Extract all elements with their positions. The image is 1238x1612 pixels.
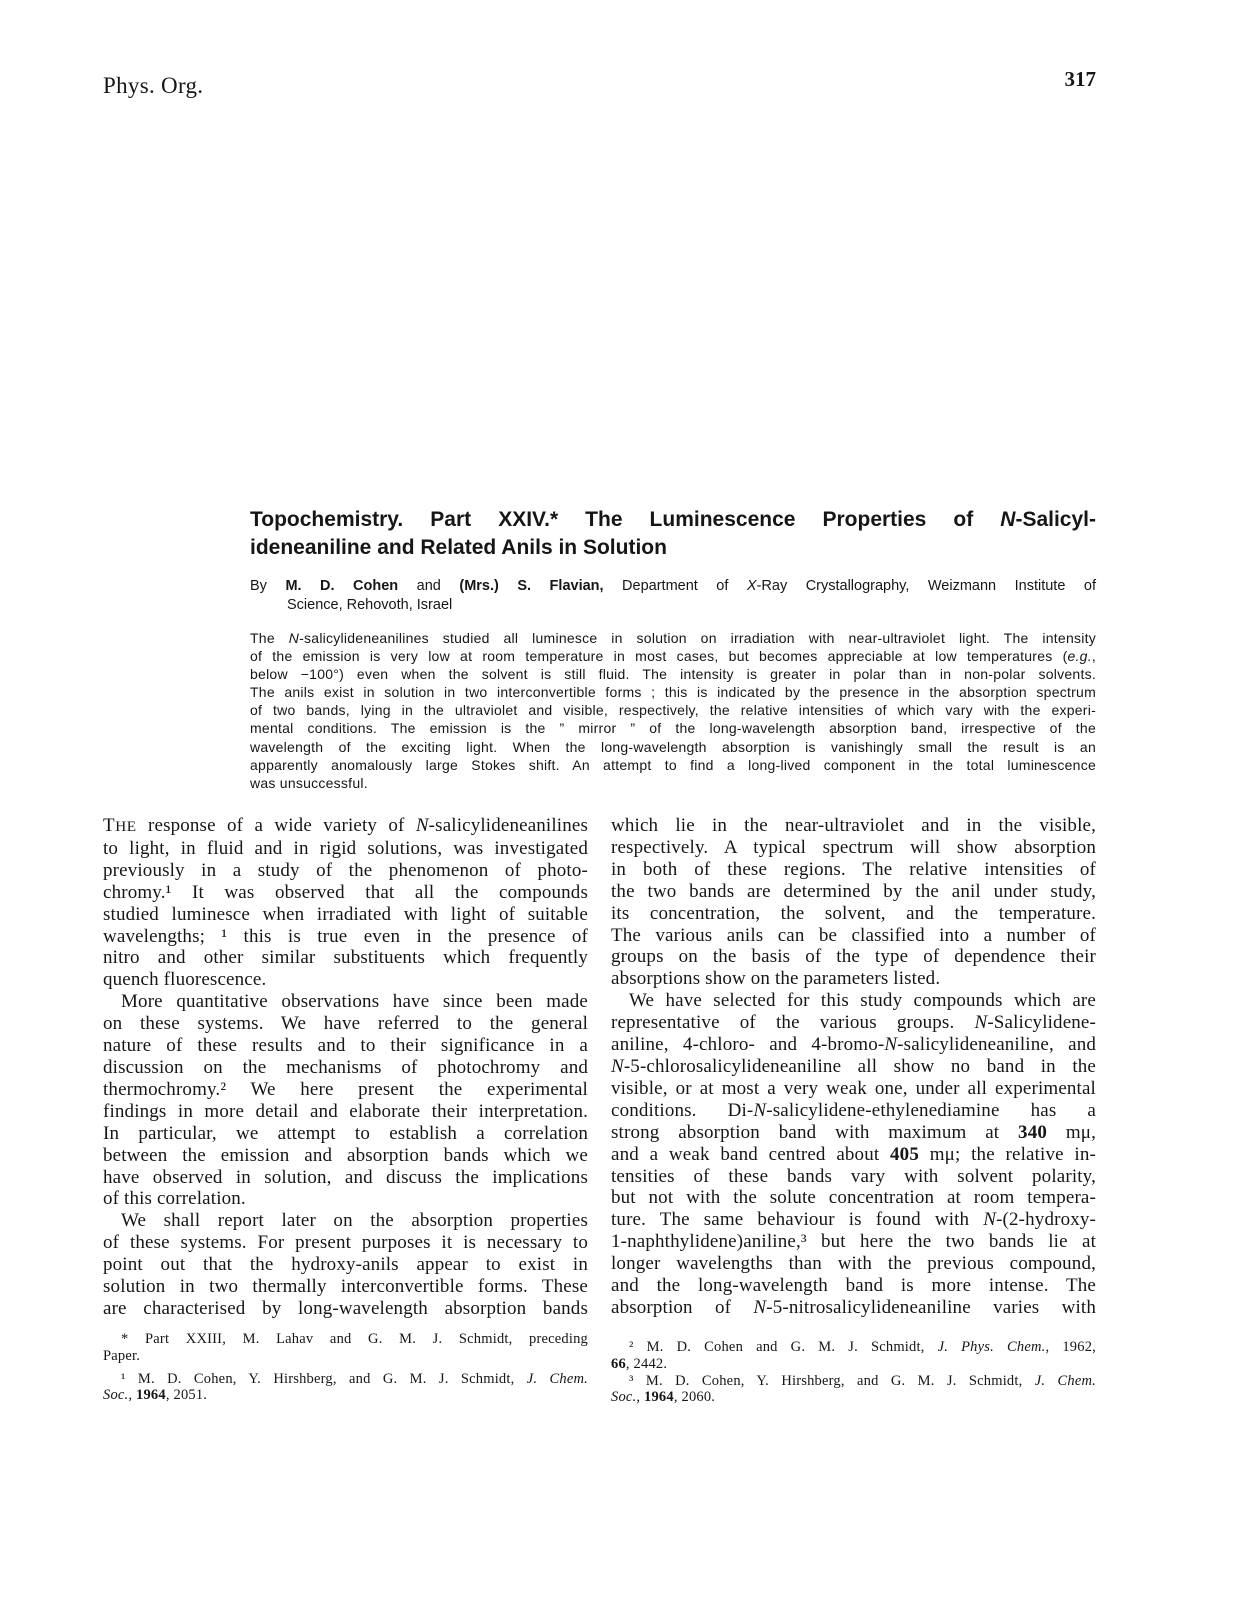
text-run: ture. The same behaviour is found with xyxy=(611,1209,984,1231)
italic-run: J. Phys. Chem. xyxy=(937,1339,1046,1355)
text-line xyxy=(250,665,1096,683)
italic-run: X xyxy=(746,578,757,594)
text-run: thermochromy.² We here present the experimental xyxy=(103,1078,588,1100)
text-run: quench fluorescence. xyxy=(103,969,267,991)
italic-run: N xyxy=(1000,508,1016,531)
text-line xyxy=(103,838,588,860)
bold-run: M. D. Cohen xyxy=(285,578,399,594)
text-run: ² M. D. Cohen and G. M. J. Schmidt, xyxy=(629,1339,938,1355)
text-line xyxy=(250,629,1096,647)
abstract-paragraph xyxy=(250,629,1096,792)
text-line xyxy=(611,837,1096,859)
text-run: previously in a study of the phenomenon of photo- xyxy=(103,859,588,881)
text-line xyxy=(103,904,588,926)
text-line xyxy=(103,1254,588,1276)
text-run: aniline, 4-chloro- and 4-bromo- xyxy=(611,1034,885,1056)
text-line xyxy=(103,1101,588,1123)
italic-run: N xyxy=(974,1012,988,1034)
text-line xyxy=(611,859,1096,881)
text-line xyxy=(611,1209,1096,1231)
italic-run: Soc. xyxy=(103,1387,129,1404)
text-run: mμ; the relative in- xyxy=(918,1143,1096,1165)
footnote xyxy=(103,1371,588,1405)
text-run: -(2-hydroxy- xyxy=(996,1209,1096,1231)
text-line xyxy=(103,1298,588,1320)
text-line xyxy=(103,1188,588,1210)
text-line xyxy=(611,1122,1096,1144)
text-line xyxy=(103,1210,588,1232)
text-run: conditions. Di- xyxy=(611,1099,754,1121)
text-line xyxy=(611,1339,1096,1356)
text-line xyxy=(611,1356,1096,1373)
text-line xyxy=(103,1232,588,1254)
text-line xyxy=(103,860,588,882)
bold-run: 405 xyxy=(890,1143,919,1165)
text-line xyxy=(103,991,588,1013)
text-line xyxy=(250,738,1096,756)
text-run: of these systems. For present purposes it is necessary to xyxy=(103,1232,588,1254)
text-line xyxy=(250,506,1096,534)
text-line xyxy=(611,1056,1096,1078)
text-run: have observed in solution, and discuss the implications xyxy=(103,1166,588,1188)
text-run: and the long-wavelength band is more intense. The xyxy=(611,1275,1096,1297)
bold-run: 66 xyxy=(611,1355,626,1372)
text-run: 1-naphthylidene)aniline,³ but here the two bands lie at xyxy=(611,1231,1096,1253)
text-run: * Part XXIII, M. Lahav and G. M. J. Schmidt, preceding xyxy=(121,1331,588,1347)
text-run: studied luminesce when irradiated with light of suitable xyxy=(103,903,588,925)
text-line xyxy=(611,1275,1096,1297)
author-affiliation xyxy=(250,577,1096,615)
text-line xyxy=(611,1389,1096,1406)
text-run: , 2060. xyxy=(673,1389,716,1406)
italic-run: N xyxy=(611,1055,624,1077)
text-line xyxy=(611,1231,1096,1253)
text-run: mental conditions. The emission is the ” mirror ” of the long-wavelength absorption band, irrespective of the xyxy=(250,720,1096,737)
text-run: , 2051. xyxy=(165,1387,208,1404)
page-number: 317 xyxy=(1064,67,1096,91)
footnote xyxy=(611,1339,1096,1373)
text-line xyxy=(611,1373,1096,1390)
text-run: We have selected for this study compounds which are xyxy=(629,990,1096,1012)
text-run: which lie in the near-ultraviolet and in the visible, xyxy=(611,815,1096,836)
text-line xyxy=(611,1253,1096,1275)
text-run: The xyxy=(250,630,289,646)
bold-run: 1964 xyxy=(644,1389,674,1406)
bold-run: 340 xyxy=(1018,1121,1047,1143)
text-line xyxy=(611,1166,1096,1188)
title-text xyxy=(250,506,1096,562)
text-run: , xyxy=(128,1387,137,1404)
text-line xyxy=(103,926,588,948)
text-run: tensities of these bands vary with solvent polarity, xyxy=(611,1165,1096,1187)
body-paragraph xyxy=(611,815,1096,990)
body-column-right xyxy=(611,815,1096,1319)
body-paragraph xyxy=(103,815,588,991)
text-run: response of a wide variety of xyxy=(136,815,416,836)
article-title xyxy=(250,506,1096,562)
text-line xyxy=(103,1123,588,1145)
text-run: Science, Rehovoth, Israel xyxy=(287,597,453,613)
text-run: In particular, we attempt to establish a correlation xyxy=(103,1122,588,1144)
footnote xyxy=(103,1331,588,1365)
body-paragraph xyxy=(611,990,1096,1319)
italic-run: J. Chem. xyxy=(526,1370,588,1387)
text-run: and xyxy=(398,578,460,594)
text-run: , xyxy=(1091,648,1096,665)
bold-run: (Mrs.) S. Flavian, xyxy=(459,578,604,594)
text-line xyxy=(611,815,1096,837)
text-run: -salicylideneaniline, and xyxy=(897,1034,1096,1056)
text-run: and a weak band centred about xyxy=(611,1143,891,1165)
body-column-left xyxy=(103,815,588,1320)
text-line xyxy=(611,1078,1096,1100)
text-run: -Salicyl- xyxy=(1015,508,1096,531)
text-run: point out that the hydroxy-anils appear to exist in xyxy=(103,1254,588,1276)
text-line xyxy=(611,946,1096,968)
text-run: -salicylideneanilines studied all luminesce in solution on irradiation with near-ultraviolet light. The intensity xyxy=(299,630,1096,646)
text-run: on these systems. We have referred to the general xyxy=(103,1013,588,1035)
text-run: findings in more detail and elaborate their interpretation. xyxy=(103,1100,588,1122)
text-run: -5-chlorosalicylideneaniline all show no band in the xyxy=(623,1055,1096,1077)
italic-run: N xyxy=(288,630,300,646)
italic-run: Soc. xyxy=(611,1389,637,1406)
italic-run: N xyxy=(884,1034,898,1056)
text-line xyxy=(103,815,588,838)
text-run: Paper. xyxy=(103,1347,141,1364)
text-run: wavelengths; ¹ this is true even in the presence of xyxy=(103,925,588,947)
text-line xyxy=(611,1187,1096,1209)
text-run: visible, or at most a very weak one, under all experimental xyxy=(611,1077,1096,1099)
text-run: ¹ M. D. Cohen, Y. Hirshberg, and G. M. J. Schmidt, xyxy=(121,1370,527,1387)
text-run: More quantitative observations have since been made xyxy=(121,991,588,1013)
italic-run: N xyxy=(983,1209,997,1231)
text-line xyxy=(250,647,1096,665)
text-run: nature of these results and to their significance in a xyxy=(103,1035,588,1057)
text-line xyxy=(103,1371,588,1388)
text-run: longer wavelengths than with the previous compound, xyxy=(611,1253,1096,1275)
abstract xyxy=(250,629,1096,792)
text-run: its concentration, the solvent, and the temperature. xyxy=(611,902,1096,924)
text-line xyxy=(611,1144,1096,1166)
text-run: representative of the various groups. xyxy=(611,1012,975,1034)
text-run: the two bands are determined by the anil under study, xyxy=(611,880,1096,902)
text-run: strong absorption band with maximum at xyxy=(611,1121,1019,1143)
body-paragraph xyxy=(103,991,588,1210)
text-run: to light, in fluid and in rigid solutions, was investigated xyxy=(103,837,588,859)
bold-run: 1964 xyxy=(136,1387,166,1404)
text-line xyxy=(250,701,1096,719)
text-run: By xyxy=(250,578,286,594)
small-caps-run: THE xyxy=(103,815,137,836)
text-line xyxy=(103,1079,588,1101)
text-run: Department of xyxy=(603,578,747,594)
text-line xyxy=(611,990,1096,1012)
text-line xyxy=(103,1167,588,1189)
text-line xyxy=(611,881,1096,903)
text-run: , 1962, xyxy=(1045,1339,1096,1355)
italic-run: N xyxy=(753,1296,767,1318)
text-run: respectively. A typical spectrum will show absorption xyxy=(611,836,1096,858)
text-line xyxy=(250,596,1096,615)
text-line xyxy=(250,756,1096,774)
running-head-journal: Phys. Org. xyxy=(103,73,204,98)
text-run: We shall report later on the absorption properties xyxy=(121,1210,588,1232)
text-run: , 2442. xyxy=(625,1355,668,1372)
text-line xyxy=(611,1100,1096,1122)
text-line xyxy=(103,882,588,904)
text-run: are characterised by long-wavelength absorption bands xyxy=(103,1297,588,1319)
text-line xyxy=(611,1034,1096,1056)
footnotes-left xyxy=(103,1331,588,1404)
text-line xyxy=(103,1387,588,1404)
text-run: -salicylidene-ethylenediamine has a xyxy=(766,1099,1097,1121)
text-run: was unsuccessful. xyxy=(250,774,368,791)
text-line xyxy=(103,1057,588,1079)
text-run: chromy.¹ It was observed that all the compounds xyxy=(103,881,588,903)
text-run: -Ray Crystallography, Weizmann Institute of xyxy=(756,578,1096,594)
text-run: -Salicylidene- xyxy=(987,1012,1096,1034)
text-line xyxy=(103,1013,588,1035)
text-line xyxy=(611,968,1096,990)
text-run: The various anils can be classified into a number of xyxy=(611,924,1096,946)
text-line xyxy=(250,683,1096,701)
text-run: ³ M. D. Cohen, Y. Hirshberg, and G. M. J. Schmidt, xyxy=(629,1372,1035,1389)
text-run: wavelength of the exciting light. When the long-wavelength absorption is vanishingly small the result is an xyxy=(250,738,1096,755)
text-run: apparently anomalously large Stokes shift. An attempt to find a long-lived component in the total luminescence xyxy=(250,756,1096,773)
footnote xyxy=(611,1373,1096,1407)
text-line xyxy=(250,774,1096,792)
text-line xyxy=(103,969,588,991)
text-line xyxy=(103,1348,588,1365)
text-run: of the emission is very low at room temperature in most cases, but becomes appreciable at low temperatures ( xyxy=(250,648,1068,665)
text-run: -5-nitrosalicylideneaniline varies with xyxy=(766,1296,1097,1318)
text-run: groups on the basis of the type of dependence their xyxy=(611,946,1096,968)
text-run: ideneaniline and Related Anils in Solution xyxy=(250,536,667,559)
text-run: -salicylideneanilines xyxy=(428,815,588,836)
text-run: between the emission and absorption bands which we xyxy=(103,1144,588,1166)
text-run: The anils exist in solution in two interconvertible forms ; this is indicated by the presence in the absorption spectrum xyxy=(250,684,1096,701)
text-line xyxy=(611,1297,1096,1319)
body-paragraph xyxy=(103,1210,588,1320)
text-line xyxy=(250,577,1096,596)
text-run: Topochemistry. Part XXIV.* The Luminescence Properties of xyxy=(250,508,1001,531)
text-run: in both of these regions. The relative intensities of xyxy=(611,858,1096,880)
text-line xyxy=(611,903,1096,925)
text-run: mμ, xyxy=(1047,1121,1096,1143)
text-line xyxy=(103,947,588,969)
text-run: , xyxy=(636,1389,645,1406)
text-line xyxy=(103,1145,588,1167)
italic-run: e.g. xyxy=(1067,648,1092,665)
text-run: nitro and other similar substituents which frequently xyxy=(103,947,588,969)
text-line xyxy=(250,719,1096,737)
footnotes-right xyxy=(611,1339,1096,1406)
text-run: of two bands, lying in the ultraviolet and visible, respectively, the relative intensities of which vary with the experi- xyxy=(250,702,1096,719)
text-line xyxy=(103,1035,588,1057)
text-run: discussion on the mechanisms of photochromy and xyxy=(103,1056,588,1078)
italic-run: N xyxy=(415,815,429,836)
text-run: but not with the solute concentration at room tempera- xyxy=(611,1187,1096,1209)
text-line xyxy=(250,534,1096,562)
italic-run: J. Chem. xyxy=(1034,1372,1096,1389)
text-run: solution in two thermally interconvertible forms. These xyxy=(103,1276,588,1298)
text-run: absorptions show on the parameters listed. xyxy=(611,968,941,990)
text-run: absorption of xyxy=(611,1296,754,1318)
text-line xyxy=(611,1012,1096,1034)
italic-run: N xyxy=(753,1099,767,1121)
text-line xyxy=(103,1331,588,1348)
text-run: below −100°) even when the solvent is still fluid. The intensity is greater in polar than in non-polar solvents. xyxy=(250,666,1096,683)
byline xyxy=(250,577,1096,615)
text-line xyxy=(103,1276,588,1298)
text-line xyxy=(611,925,1096,947)
text-run: of this correlation. xyxy=(103,1188,246,1210)
